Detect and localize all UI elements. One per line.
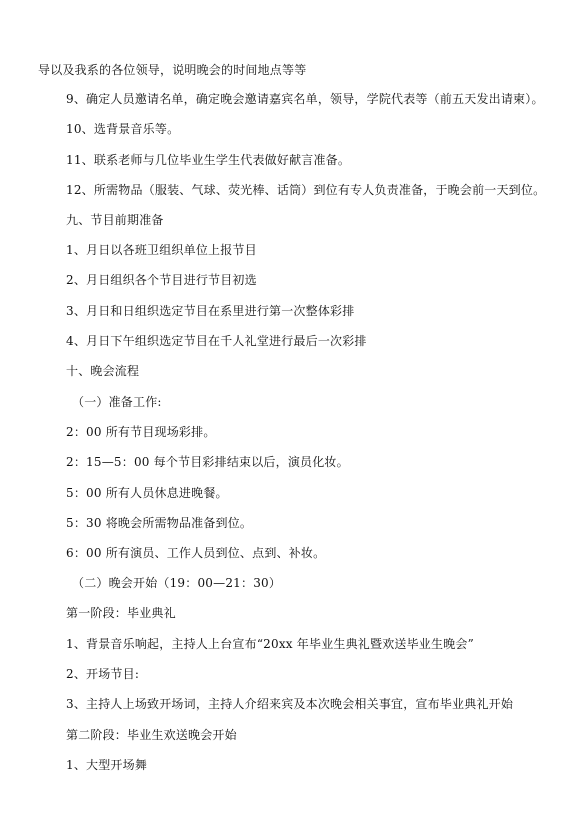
section-heading-ten: 十、晚会流程 — [66, 364, 140, 378]
text-line-item-11: 11、联系老师与几位毕业生学生代表做好献言准备。 — [66, 153, 351, 167]
stage-two-line-1: 1、大型开场舞 — [66, 758, 148, 772]
subsection-heading-preparation: （一）准备工作: — [72, 395, 162, 409]
schedule-line-4: 5：30 将晚会所需物品准备到位。 — [66, 516, 253, 530]
schedule-line-5: 6：00 所有演员、工作人员到位、点到、补妆。 — [66, 546, 326, 560]
schedule-line-1: 2：00 所有节目现场彩排。 — [66, 425, 216, 439]
text-line-item-10: 10、选背景音乐等。 — [66, 122, 180, 136]
schedule-line-3: 5：00 所有人员休息进晚餐。 — [66, 486, 228, 500]
schedule-line-2: 2：15—5：00 每个节目彩排结束以后，演员化妆。 — [66, 455, 349, 469]
text-line-prep-3: 3、月日和日组织选定节目在系里进行第一次整体彩排 — [66, 304, 355, 318]
stage-one-line-3: 3、主持人上场致开场词，主持人介绍来宾及本次晚会相关事宜，宣布毕业典礼开始 — [66, 697, 514, 711]
text-line-item-9: 9、确定人员邀请名单，确定晚会邀请嘉宾名单，领导，学院代表等（前五天发出请柬）。 — [66, 92, 544, 106]
stage-one-line-2: 2、开场节目: — [66, 667, 140, 681]
text-line-prep-2: 2、月日组织各个节目进行节目初选 — [66, 273, 257, 287]
section-heading-nine: 九、节目前期准备 — [66, 213, 164, 227]
subsection-heading-show-start: （二）晚会开始（19：00—21：30） — [72, 576, 282, 590]
text-line-continuation: 导以及我系的各位领导，说明晚会的时间地点等等 — [38, 63, 307, 77]
stage-heading-one: 第一阶段：毕业典礼 — [66, 606, 176, 620]
text-line-prep-1: 1、月日以各班卫组织单位上报节目 — [66, 243, 257, 257]
text-line-prep-4: 4、月日下午组织选定节目在千人礼堂进行最后一次彩排 — [66, 334, 367, 348]
text-line-item-12: 12、所需物品（服装、气球、荧光棒、话筒）到位有专人负责准备，于晚会前一天到位。 — [66, 183, 546, 197]
stage-one-line-1: 1、背景音乐响起，主持人上台宣布“20xx 年毕业生典礼暨欢送毕业生晚会” — [66, 637, 474, 651]
stage-heading-two: 第二阶段：毕业生欢送晚会开始 — [66, 728, 237, 742]
